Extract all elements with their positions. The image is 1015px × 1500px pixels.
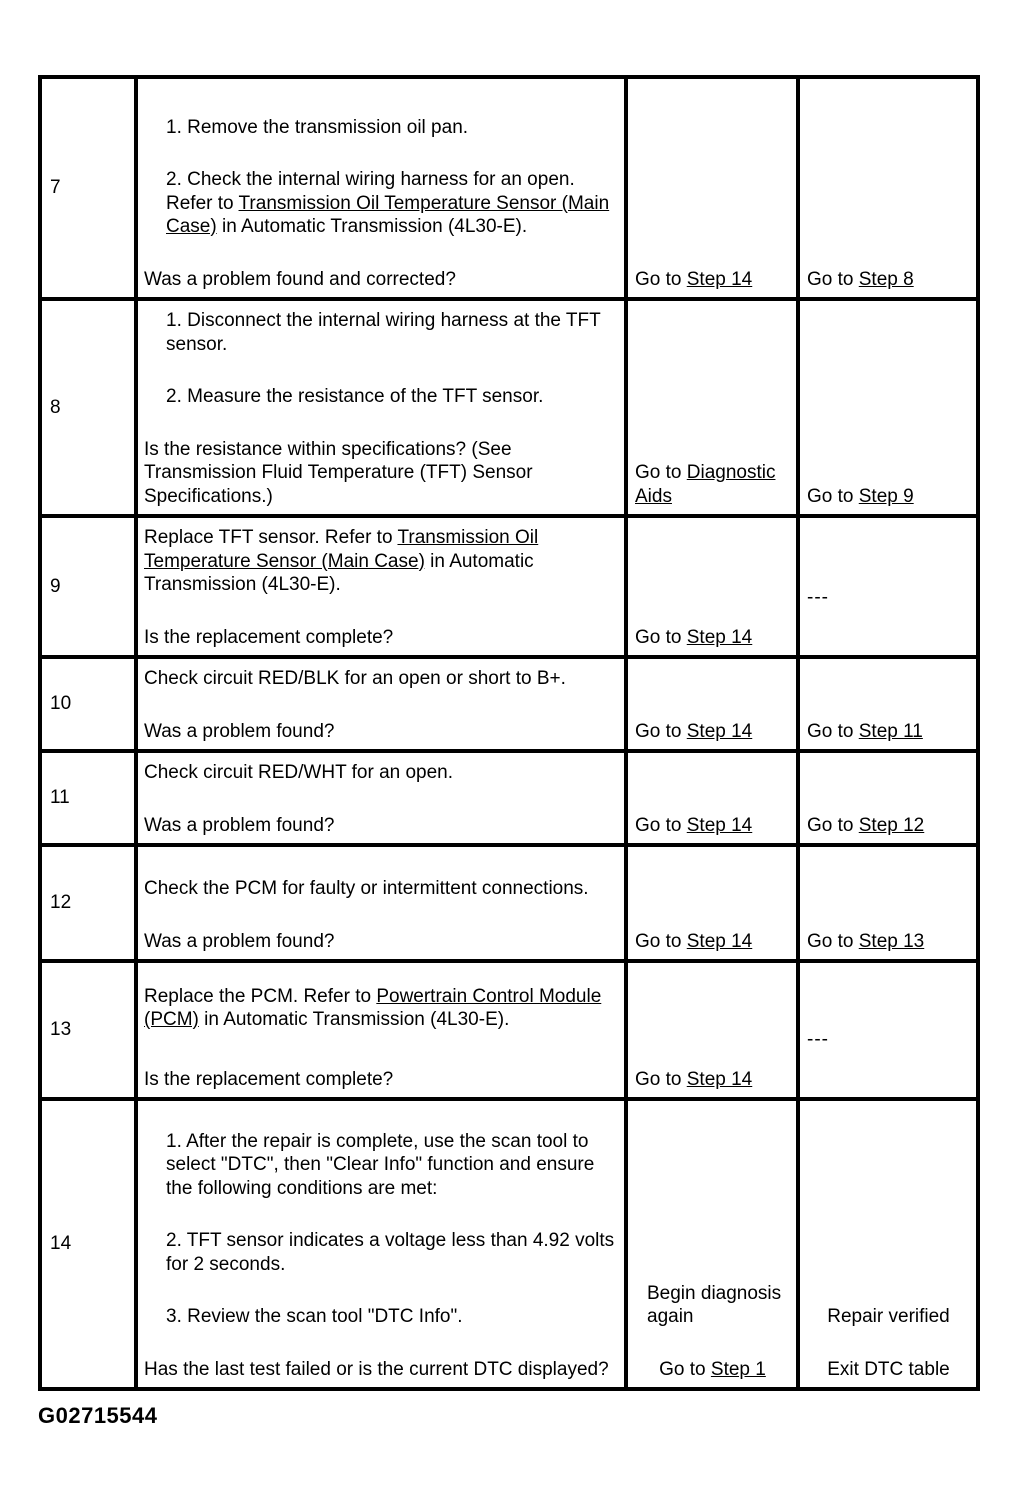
no-instruction: Repair verified [827, 1306, 950, 1327]
yes-cell: Go to Diagnostic Aids [626, 299, 798, 516]
table-row [40, 751, 978, 845]
no-action-dash: --- [807, 1028, 829, 1050]
question-text: Is the replacement complete? [144, 1068, 394, 1090]
yes-cell: Go to Step 14 [626, 751, 798, 845]
no-cell [798, 961, 978, 1099]
action-item: 2. Measure the resistance of the TFT sensor. [166, 386, 544, 407]
table-row [40, 845, 978, 961]
table-row [40, 657, 978, 751]
step-number: 10 [40, 657, 136, 751]
no-cell [798, 516, 978, 657]
goto-link[interactable]: Diagnostic Aids [635, 462, 776, 507]
table-row [40, 299, 978, 516]
goto-link[interactable]: Step 14 [686, 720, 753, 742]
action-cell [136, 77, 626, 299]
action-cell [136, 657, 626, 751]
yes-cell: Go to Step 14 [626, 657, 798, 751]
yes-instruction: Begin diagnosis again [647, 1282, 782, 1327]
goto-link[interactable]: Step 14 [686, 268, 753, 290]
goto-link[interactable]: Step 14 [686, 626, 753, 648]
action-item: 1. Disconnect the internal wiring harness at the TFT sensor. [166, 310, 601, 355]
no-cell: Go to Step 13 [798, 845, 978, 961]
action-cell [136, 751, 626, 845]
action-item: 2. TFT sensor indicates a voltage less than 4.92 volts for 2 seconds. [166, 1230, 615, 1275]
action-item: 3. Review the scan tool "DTC Info". [166, 1306, 463, 1327]
yes-cell: Go to Step 14 [626, 516, 798, 657]
action-text: Check the PCM for faulty or intermittent connections. [144, 878, 589, 899]
table-row [40, 961, 978, 1099]
action-cell [136, 845, 626, 961]
yes-cell [626, 1099, 798, 1389]
action-text: Check circuit RED/WHT for an open. [144, 762, 454, 783]
yes-cell: Go to Step 14 [626, 77, 798, 299]
procedure-link[interactable]: Transmission Oil Temperature Sensor (Main Case) [166, 192, 610, 237]
step-number: 8 [40, 299, 136, 516]
goto-link[interactable]: Step 14 [686, 1068, 753, 1090]
goto-link[interactable]: Step 12 [858, 814, 925, 836]
question-text: Is the replacement complete? [144, 626, 394, 648]
no-cell: Go to Step 9 [798, 299, 978, 516]
no-cell: Go to Step 12 [798, 751, 978, 845]
no-cell: Go to Step 8 [798, 77, 978, 299]
goto-link[interactable]: Step 9 [858, 485, 914, 507]
goto-link[interactable]: Step 1 [710, 1358, 766, 1380]
action-item: 2. Check the internal wiring harness for an open. Refer to Transmission Oil Temperature Sensor (Main Case) in Automatic Transmission (4L30-E). [166, 169, 610, 237]
action-text: Replace TFT sensor. Refer to Transmission Oil Temperature Sensor (Main Case) in Automatic Transmission (4L30-E). [144, 527, 539, 595]
action-cell [136, 961, 626, 1099]
yes-cell: Go to Step 14 [626, 845, 798, 961]
action-cell [136, 516, 626, 657]
action-item: 1. Remove the transmission oil pan. [166, 116, 469, 138]
step-number: 13 [40, 961, 136, 1099]
goto-link[interactable]: Step 11 [858, 720, 923, 742]
no-cell [798, 1099, 978, 1389]
question-text: Was a problem found? [144, 814, 335, 836]
action-cell [136, 1099, 626, 1389]
step-number: 14 [40, 1099, 136, 1389]
procedure-link[interactable]: Powertrain Control Module (PCM) [144, 985, 602, 1030]
goto-link[interactable]: Step 13 [858, 930, 925, 952]
action-cell [136, 299, 626, 516]
diagnostic-table [38, 75, 980, 1391]
table-row [40, 77, 978, 299]
no-exit-text: Exit DTC table [827, 1358, 950, 1380]
question-text: Was a problem found? [144, 720, 335, 742]
figure-id: G02715544 [38, 1403, 158, 1428]
action-text: Replace the PCM. Refer to Powertrain Control Module (PCM) in Automatic Transmission (4L30-E). [144, 985, 602, 1030]
step-number: 12 [40, 845, 136, 961]
procedure-link[interactable]: Transmission Oil Temperature Sensor (Main Case) [144, 527, 539, 572]
question-text: Has the last test failed or is the current DTC displayed? [144, 1358, 609, 1380]
yes-goto: Go to Step 1 [659, 1358, 766, 1380]
step-number: 9 [40, 516, 136, 657]
question-text: Is the resistance within specifications? (See Transmission Fluid Temperature (TFT) Sensor Specifications.) [144, 438, 533, 507]
table-row [40, 1099, 978, 1389]
table-row [40, 516, 978, 657]
action-text: Check circuit RED/BLK for an open or short to B+. [144, 668, 566, 689]
yes-cell: Go to Step 14 [626, 961, 798, 1099]
goto-link[interactable]: Step 8 [858, 268, 914, 290]
action-item: 1. After the repair is complete, use the scan tool to select "DTC", then "Clear Info" function and ensure the following conditions are met: [166, 1130, 595, 1199]
no-cell: Go to Step 11 [798, 657, 978, 751]
step-number: 11 [40, 751, 136, 845]
dtc-table-page [38, 75, 976, 1391]
goto-link[interactable]: Step 14 [686, 930, 753, 952]
step-number: 7 [40, 77, 136, 299]
question-text: Was a problem found? [144, 930, 335, 952]
goto-link[interactable]: Step 14 [686, 814, 753, 836]
question-text: Was a problem found and corrected? [144, 268, 456, 290]
no-action-dash: --- [807, 586, 829, 608]
